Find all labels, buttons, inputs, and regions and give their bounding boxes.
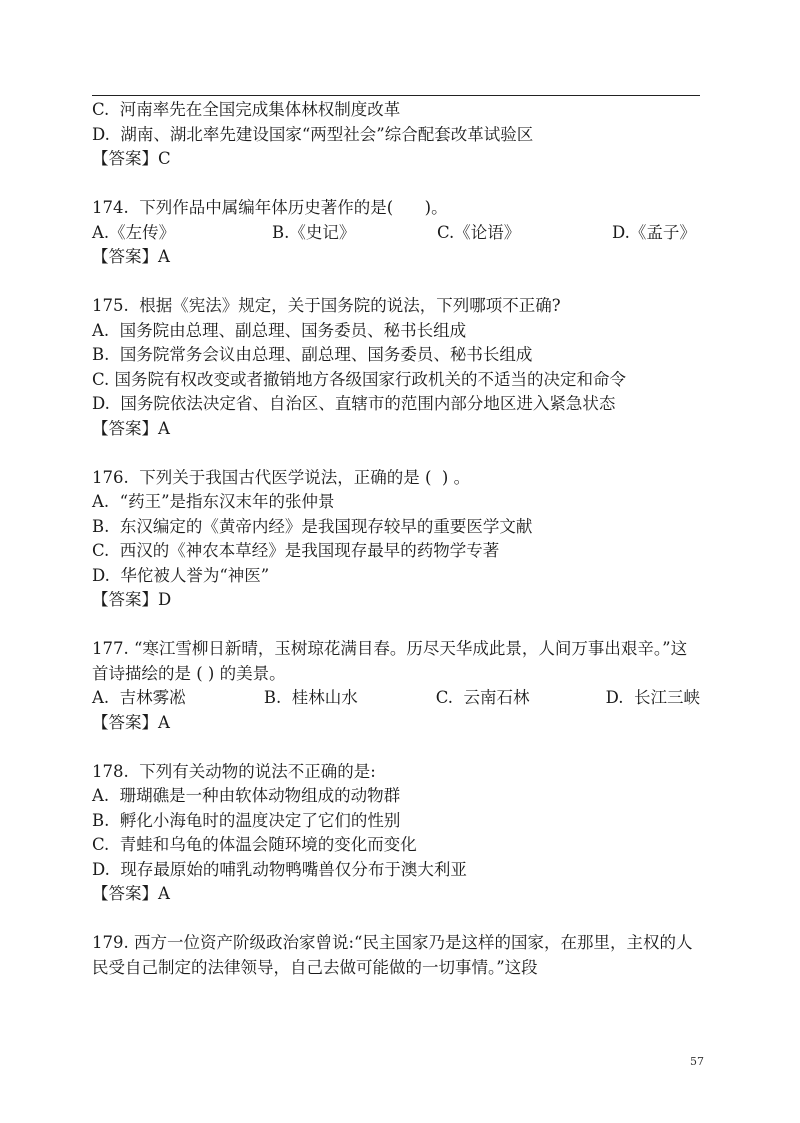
question-176-answer: 【答案】D bbox=[92, 590, 172, 609]
option-a: A. “药王”是指东汉末年的张仲景 bbox=[92, 492, 335, 511]
option-b: B. 国务院常务会议由总理、副总理、国务委员、秘书长组成 bbox=[92, 345, 533, 364]
option-a: A. 珊瑚礁是一种由软体动物组成的动物群 bbox=[92, 786, 401, 805]
option-d: D. 华佗被人誉为“神医” bbox=[92, 565, 270, 585]
page-body bbox=[92, 98, 700, 980]
option-b: B.《史记》 bbox=[272, 222, 356, 242]
option-a: A.《左传》 bbox=[92, 222, 176, 242]
option-b: B. 孵化小海龟时的温度决定了它们的性别 bbox=[92, 810, 401, 830]
option-b: B. 桂林山水 bbox=[263, 688, 358, 707]
question-178-stem: 178. 下列有关动物的说法不正确的是: bbox=[92, 761, 376, 781]
prev-answer: 【答案】C bbox=[92, 149, 171, 168]
option-c: C. 云南石林 bbox=[435, 688, 530, 707]
prev-option-c: C. 河南率先在全国完成集体林权制度改革 bbox=[92, 100, 401, 119]
option-c: C. 西汉的《神农本草经》是我国现存最早的药物学专著 bbox=[92, 541, 500, 560]
question-174-answer: 【答案】A bbox=[92, 247, 170, 266]
question-178-answer: 【答案】A bbox=[92, 884, 170, 903]
question-177-answer: 【答案】A bbox=[92, 712, 170, 732]
option-c: C. 青蛙和乌龟的体温会随环境的变化而变化 bbox=[92, 835, 417, 854]
question-174-options bbox=[92, 221, 700, 246]
question-175-stem: 175. 根据《宪法》规定，关于国务院的说法，下列哪项不正确? bbox=[92, 296, 561, 315]
prev-option-d: D. 湖南、湖北率先建设国家“两型社会”综合配套改革试验区 bbox=[92, 124, 534, 144]
question-177-options bbox=[92, 686, 700, 711]
page-number: 57 bbox=[690, 1055, 704, 1068]
option-a: A. 吉林雾凇 bbox=[92, 688, 186, 707]
option-d: D. 长江三峡 bbox=[605, 688, 701, 707]
question-174-stem: 174. 下列作品中属编年体历史著作的是( )。 bbox=[92, 198, 448, 217]
question-179-stem: 179. 西方一位资产阶级政治家曾说:“民主国家乃是这样的国家，在那里，主权的人民受自己制定的法律领导，自己去做可能做的一切事情。”这段 bbox=[92, 933, 693, 977]
option-c: C. 国务院有权改变或者撤销地方各级国家行政机关的不适当的决定和命令 bbox=[92, 369, 627, 389]
option-a: A. 国务院由总理、副总理、国务委员、秘书长组成 bbox=[92, 320, 467, 340]
option-d: D. 国务院依法决定省、自治区、直辖市的范围内部分地区进入紧急状态 bbox=[92, 394, 616, 413]
option-d: D.《孟子》 bbox=[612, 222, 696, 242]
header-rule bbox=[92, 95, 700, 96]
question-177-stem: 177. “寒江雪柳日新晴，玉树琼花满目春。历尽天华成此景，人间万事出艰辛。”这首诗描绘的是 ( ) 的美景。 bbox=[92, 639, 688, 683]
option-d: D. 现存最原始的哺乳动物鸭嘴兽仅分布于澳大利亚 bbox=[92, 859, 467, 879]
option-c: C.《论语》 bbox=[437, 222, 521, 242]
question-176-stem: 176. 下列关于我国古代医学说法，正确的是 ( ) 。 bbox=[92, 467, 471, 487]
option-b: B. 东汉编定的《黄帝内经》是我国现存较早的重要医学文献 bbox=[92, 516, 533, 536]
question-175-answer: 【答案】A bbox=[92, 418, 170, 438]
